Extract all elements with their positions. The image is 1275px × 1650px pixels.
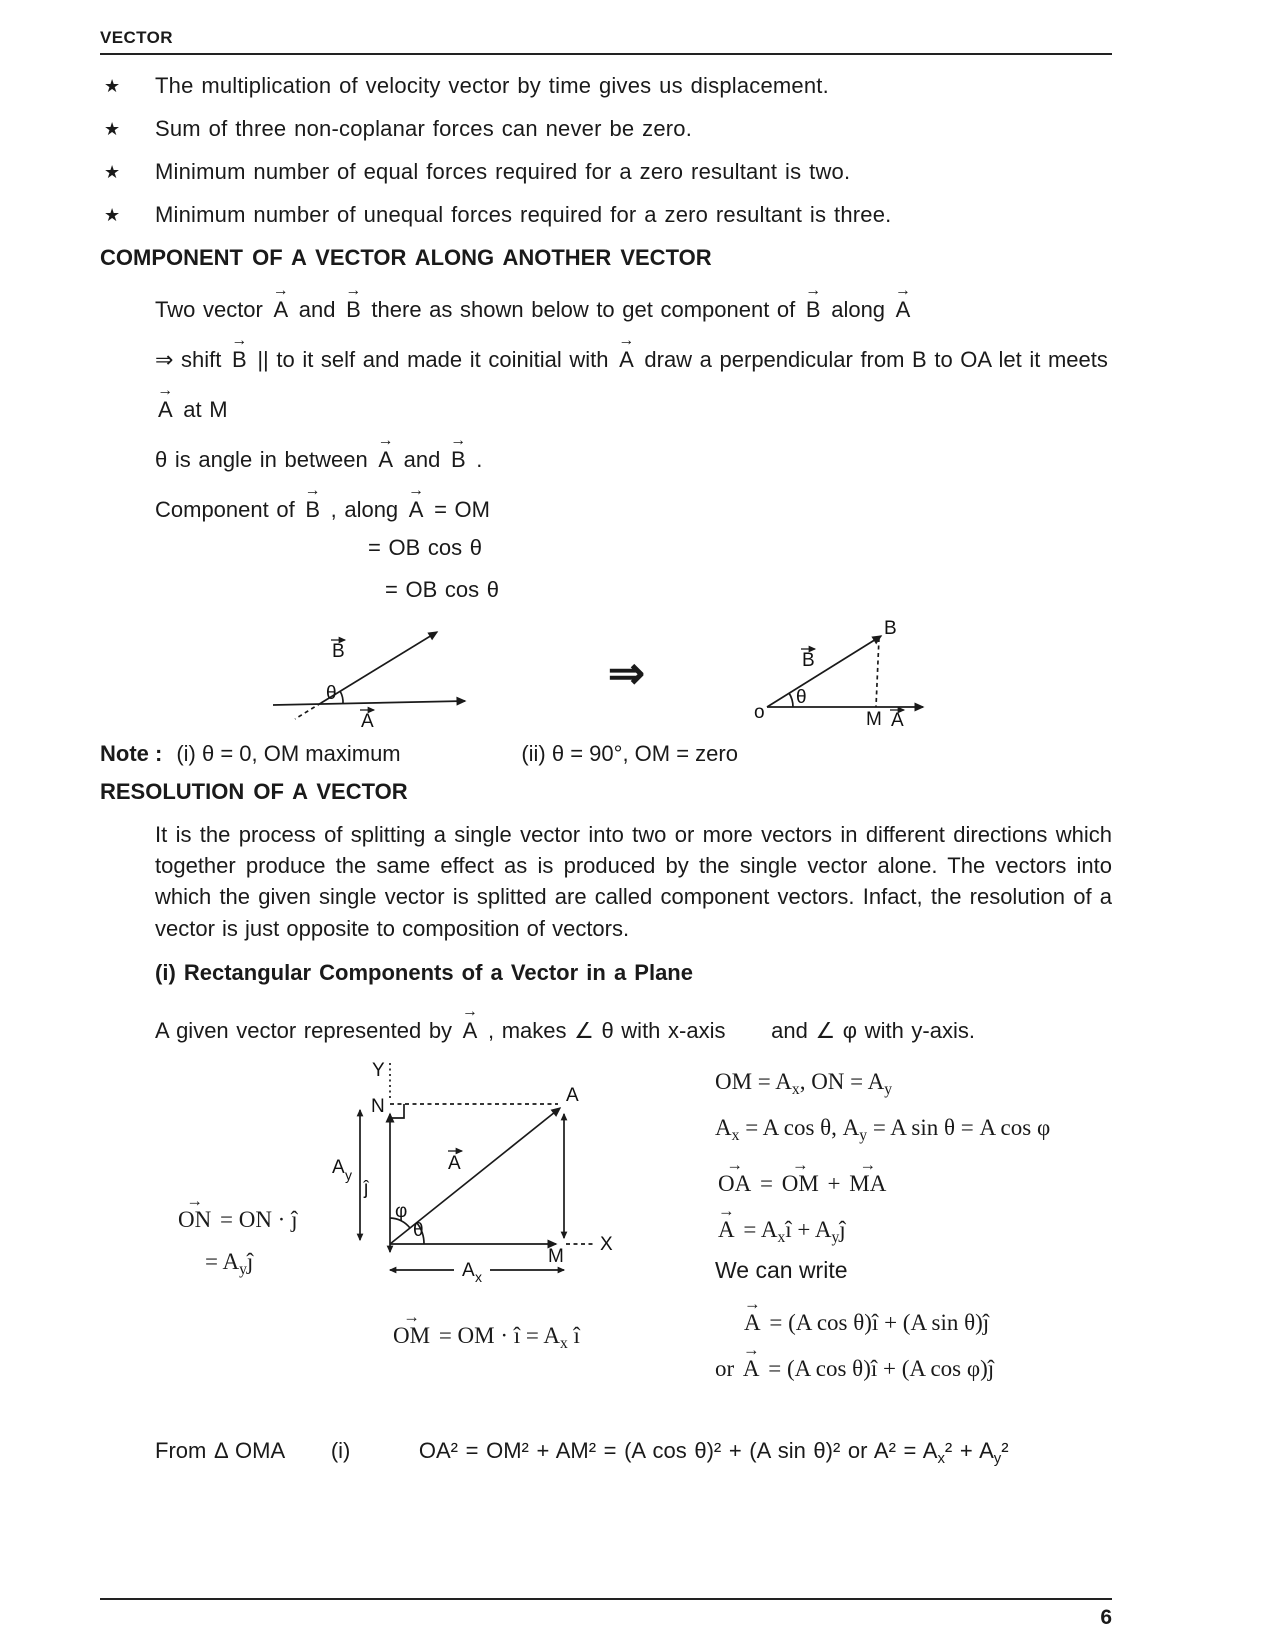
star-bullet-icon: ★ — [104, 119, 121, 139]
paragraph-line: ⇒ shift → B || to it self and made it coinitial with → A draw a perpendicular from B to OA let it meets — [155, 335, 1112, 373]
star-bullet-icon: ★ — [104, 76, 121, 96]
label-ay-sub: y — [345, 1166, 352, 1183]
label-m: M — [865, 709, 882, 730]
label-a: A — [890, 710, 904, 731]
implies-arrow: ⇒ — [608, 649, 645, 698]
perpendicular-dashed-line — [876, 638, 879, 707]
section-heading-resolution: RESOLUTION OF A VECTOR — [100, 779, 408, 804]
paragraph-line: Two vector → A and → B there as shown below to get component of → B along → A — [155, 285, 1112, 323]
label-b: B — [332, 641, 345, 662]
paragraph-line: → A at M — [155, 385, 1112, 423]
label-x-axis: X — [600, 1233, 613, 1255]
label-n: N — [371, 1095, 385, 1117]
label-ay: A — [332, 1156, 345, 1178]
label-ax: A — [462, 1259, 475, 1281]
vector-a-line — [273, 701, 465, 705]
page-header — [100, 28, 1112, 55]
figure-rectangular-components — [290, 1052, 630, 1302]
list-item — [100, 116, 1112, 142]
bullet-text: The multiplication of velocity vector by time gives us displacement. — [155, 73, 829, 98]
theta-arc — [789, 693, 793, 707]
label-theta: θ — [413, 1219, 424, 1241]
list-item — [100, 73, 1112, 99]
bullet-text: Minimum number of unequal forces required for a zero resultant is three. — [155, 202, 892, 227]
label-j-hat: ĵ — [364, 1177, 369, 1199]
dashed-extension-line — [295, 703, 321, 719]
component-figures — [265, 618, 1112, 732]
intro-line: A given vector represented by → A , makes ∠ θ with x-axis and ∠ φ with y-axis. — [155, 1006, 1112, 1044]
label-theta: θ — [795, 687, 807, 708]
list-item — [100, 159, 1112, 185]
note-row — [100, 741, 1112, 767]
note-item-2: (ii) θ = 90°, OM = zero — [521, 741, 738, 766]
label-a: A — [361, 711, 374, 732]
resolution-figure-column — [290, 1052, 635, 1392]
component-formulas-column — [635, 1052, 1112, 1392]
label-o: o — [753, 702, 765, 723]
paragraph-line: Component of → B , along → A = OM — [155, 485, 1112, 523]
label-ax-sub: x — [475, 1268, 482, 1285]
bullet-text: Minimum number of equal forces required for a zero resultant is two. — [155, 159, 851, 184]
formula-a-cos-sin: → A = (A cos θ)î + (A sin θ)ĵ — [741, 1300, 1112, 1336]
note-item-1: (i) θ = 0, OM maximum — [176, 741, 401, 766]
component-paragraph — [155, 285, 1112, 603]
formula-on-2: = $A_yĵ$ — [205, 1248, 254, 1278]
formula-a-components: → $A = A_xî$ + $A_yĵ$ — [715, 1207, 1112, 1247]
paragraph-line: θ is angle in between → A and → B . — [155, 435, 1112, 473]
pythagoras-line: From Δ OMA (i) OA² = OM² + AM² = (A cos θ)² + (A sin θ)² or $A^2 = A_x^2 + A_y^2$ — [155, 1437, 1009, 1467]
page-title: VECTOR — [100, 28, 173, 47]
formula-oa-sum: → OA = → OM + → MA — [715, 1161, 1112, 1197]
section-heading-component: COMPONENT OF A VECTOR ALONG ANOTHER VECTOR — [100, 245, 712, 270]
formula-om-on: OM = $A_x$, ON = $A_y$ — [715, 1068, 893, 1098]
label-theta: θ — [326, 683, 337, 704]
bullet-text: Sum of three non-coplanar forces can never be zero. — [155, 116, 693, 141]
resolution-figure-block — [100, 1052, 1112, 1392]
figure-vectors-before — [265, 620, 490, 732]
label-m: M — [548, 1245, 564, 1267]
theta-arc — [340, 691, 343, 704]
figure-vectors-after — [753, 619, 943, 729]
label-phi: φ — [395, 1200, 408, 1222]
label-y-axis: Y — [372, 1059, 385, 1081]
formula-om: → OM = OM · î = $A_x$ î — [390, 1313, 635, 1353]
page-number: 6 — [1100, 1606, 1112, 1629]
on-formula-block — [100, 1052, 298, 1392]
right-angle-mark — [390, 1104, 404, 1118]
hypotenuse-ob-line — [767, 636, 881, 707]
list-item — [100, 202, 1112, 228]
label-b-top: B — [883, 618, 897, 639]
star-bullet-icon: ★ — [104, 205, 121, 225]
page-footer — [100, 1598, 1112, 1630]
formula-on: → ON = ON · ĵ — [175, 1197, 290, 1233]
subheading-rectangular-components: (i) Rectangular Components of a Vector in a Plane — [155, 959, 693, 985]
formula-a-cos-cos: or → A = (A cos θ)î + (A cos φ)ĵ — [715, 1346, 1112, 1382]
label-b-vector: B — [801, 650, 815, 671]
star-bullet-icon: ★ — [104, 162, 121, 182]
note-label: Note : — [100, 741, 163, 766]
label-a-tip: A — [566, 1084, 579, 1106]
we-can-write-text: We can write — [715, 1256, 848, 1283]
resolution-paragraph: It is the process of splitting a single vector into two or more vectors in different directions which together produce the same effect as is produced by the single vector alone. The vectors into which the given single vector is splitted are called component vectors. Infact, the resolution of a vector is just opposite to composition of vectors. — [155, 822, 1112, 941]
paragraph-line: = OB cos θ — [385, 577, 499, 602]
label-a-vector: A — [448, 1152, 461, 1174]
formula-ax-ay: $A_x = A$ cos θ, $A_y = A$ sin θ = A cos φ — [715, 1114, 1051, 1144]
paragraph-line: = OB cos θ — [368, 535, 482, 560]
key-points-list — [100, 73, 1112, 228]
